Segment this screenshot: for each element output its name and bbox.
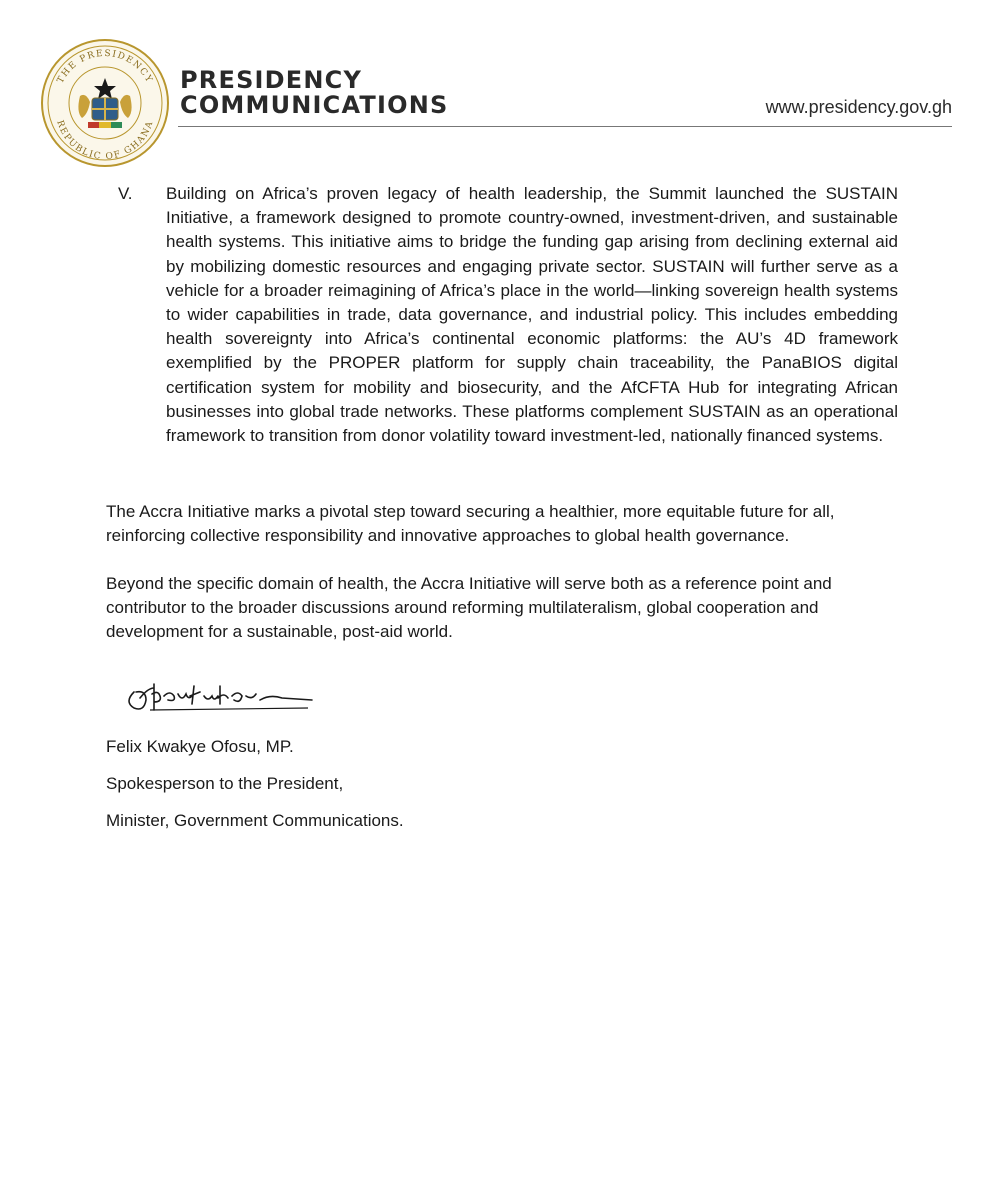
signatory-name: Felix Kwakye Ofosu, MP. xyxy=(106,737,294,756)
website-link[interactable]: www.presidency.gov.gh xyxy=(765,97,952,117)
presidency-seal-icon xyxy=(40,38,170,168)
svg-text:THE PRESIDENCY: THE PRESIDENCY xyxy=(55,48,155,86)
signature xyxy=(120,672,320,722)
header-divider xyxy=(178,126,952,127)
paragraph-accra-initiative: The Accra Initiative marks a pivotal step toward securing a healthier, more equitable future for all, reinforcing collective responsibility and innovative approaches to global health governance. xyxy=(106,502,835,546)
signatory-title-1: Spokesperson to the President, xyxy=(106,774,344,793)
paragraph-beyond-health: Beyond the specific domain of health, the Accra Initiative will serve both as a reference point and contributor to the broader discussions around reforming multilateralism, global cooperation and development for a sustainable, post-aid world. xyxy=(106,574,832,642)
org-name-line1: PRESIDENCY xyxy=(180,66,363,94)
list-item-v xyxy=(118,182,898,448)
list-item-number: V. xyxy=(118,184,133,203)
list-item-text: Building on Africa’s proven legacy of health leadership, the Summit launched the SUSTAIN Initiative, a framework designed to promote country-owned, investment-driven, and sustainable health systems. This initiative aims to bridge the funding gap arising from declining external aid by mobilizing domestic resources and engaging private sector. SUSTAIN will further serve as a vehicle for a broader reimagining of Africa’s place in the world—linking sovereign health systems to wider capabilities in trade, data governance, and industrial policy. This includes embedding health sovereignty into Africa’s continental economic platforms: the AU’s 4D framework exemplified by the PROPER platform for supply chain traceability, the PanaBIOS digital certification system for mobility and biosecurity, and the AfCFTA Hub for integrating African businesses into global trade networks. These platforms complement SUSTAIN as an operational framework to transition from donor volatility toward investment-led, nationally financed systems. xyxy=(166,184,898,446)
organization-name xyxy=(180,68,448,118)
signatory-title-2: Minister, Government Communications. xyxy=(106,811,404,830)
svg-text:REPUBLIC OF GHANA: REPUBLIC OF GHANA xyxy=(54,119,156,163)
org-name-line2: COMMUNICATIONS xyxy=(180,91,449,119)
